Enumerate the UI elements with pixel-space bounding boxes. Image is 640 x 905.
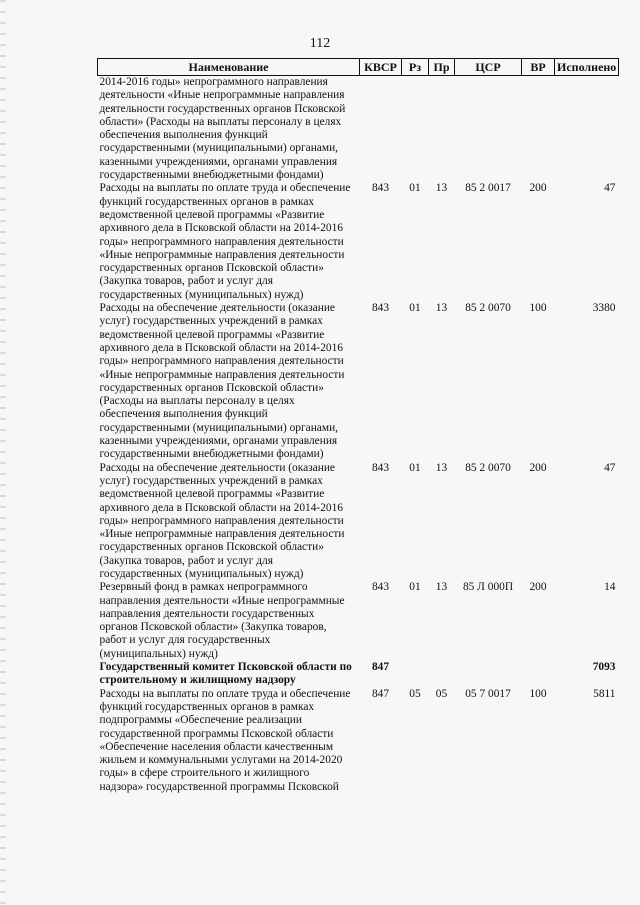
budget-table — [97, 58, 619, 794]
row-csr: 85 2 0070 — [465, 302, 511, 315]
row-kvsr: 843 — [371, 581, 390, 594]
row-amount: 7093 — [592, 661, 616, 674]
header-kvsr: КВСР — [360, 59, 402, 76]
table-body — [98, 76, 619, 795]
row-rz: 01 — [409, 182, 421, 195]
row-name: Расходы на выплаты по оплате труда и обеспечение функций государственных органов в рамках ведомственной целевой программы «Развитие архивного дела в Псковской области на 2014-2016 годы» непрограммного направления деятельности «Иные непрограммные направления деятельности государственных органов Псковской области» (Закупка товаров, работ и услуг для государственных (муниципальных) нужд) — [99, 182, 351, 301]
row-kvsr: 843 — [371, 461, 390, 474]
header-vr: ВР — [522, 59, 555, 76]
row-pr: 13 — [435, 461, 448, 474]
row-pr: 13 — [435, 302, 448, 315]
row-vr — [522, 76, 555, 183]
row-name: Государственный комитет Псковской области по строительному и жилищному надзору — [99, 661, 352, 687]
header-done: Исполнено — [555, 59, 619, 76]
scan-edge-artifact — [0, 0, 6, 905]
row-amount: 47 — [604, 182, 616, 195]
row-csr: 85 2 0017 — [465, 182, 511, 195]
row-csr: 05 7 0017 — [465, 687, 511, 700]
row-pr: 13 — [435, 182, 448, 195]
row-kvsr: 847 — [371, 687, 390, 700]
row-vr: 200 — [529, 461, 547, 474]
header-row — [98, 59, 619, 76]
row-vr: 200 — [529, 581, 547, 594]
row-pr — [429, 76, 455, 183]
row-amount: 3380 — [592, 302, 616, 315]
row-pr: 13 — [435, 581, 448, 594]
row-rz — [402, 76, 429, 183]
row-amount — [555, 76, 619, 183]
row-rz: 01 — [409, 581, 421, 594]
header-rz: Рз — [402, 59, 429, 76]
row-name: 2014-2016 годы» непрограммного направления деятельности «Иные непрограммные направления деятельности государственных органов Псковской области» (Расходы на выплаты персоналу в целях обеспечения выполнения функций государственными (муниципальными) органами, казенными учреждениями, органами управления государственными внебюджетными фондами) — [99, 76, 346, 182]
row-vr: 200 — [529, 182, 547, 195]
table-row — [98, 182, 619, 302]
page-number: 112 — [309, 36, 331, 51]
header-csr: ЦСР — [455, 59, 522, 76]
table-row — [98, 462, 619, 582]
row-name: Расходы на обеспечение деятельности (оказание услуг) государственных учреждений в рамках ведомственной целевой программы «Развитие архивного дела в Псковской области на 2014-2016 годы» непрограммного направления деятельности «Иные непрограммные направления деятельности государственных органов Псковской области» (Расходы на выплаты персоналу в целях обеспечения выполнения функций государственными (муниципальными) органами, казенными учреждениями, органами управления государственными внебюджетными фондами) — [99, 302, 345, 461]
row-name: Резервный фонд в рамках непрограммного направления деятельности «Иные непрограммные направления деятельности государственных органов Псковской области» (Закупка товаров, работ и услуг для государственных (муниципальных) нужд) — [99, 581, 345, 660]
row-amount: 5811 — [593, 687, 616, 700]
row-csr: 85 2 0070 — [465, 461, 511, 474]
row-kvsr: 843 — [371, 302, 390, 315]
header-name: Наименование — [98, 59, 360, 76]
row-rz: 01 — [409, 302, 421, 315]
row-kvsr: 843 — [371, 182, 390, 195]
row-pr — [429, 661, 455, 688]
table-row — [98, 581, 619, 661]
table-row — [98, 688, 619, 794]
table-row — [98, 661, 619, 688]
row-name: Расходы на обеспечение деятельности (оказание услуг) государственных учреждений в рамках ведомственной целевой программы «Развитие архивного дела в Псковской области на 2014-2016 годы» непрограммного направления деятельности «Иные непрограммные направления деятельности государственных органов Псковской области» (Закупка товаров, работ и услуг для государственных (муниципальных) нужд) — [99, 461, 345, 580]
row-csr — [455, 661, 522, 688]
row-rz — [402, 661, 429, 688]
row-kvsr — [360, 76, 402, 183]
header-pr: Пр — [429, 59, 455, 76]
row-rz: 05 — [409, 687, 421, 700]
row-vr: 100 — [529, 687, 547, 700]
row-vr — [522, 661, 555, 688]
row-amount: 14 — [604, 581, 616, 594]
row-csr: 85 Л 000П — [462, 581, 514, 594]
table-row — [98, 302, 619, 462]
row-vr: 100 — [529, 302, 547, 315]
row-kvsr: 847 — [371, 661, 390, 674]
row-amount: 47 — [604, 461, 616, 474]
row-rz: 01 — [409, 461, 421, 474]
row-csr — [455, 76, 522, 183]
row-name: Расходы на выплаты по оплате труда и обеспечение функций государственных органов в рамках подпрограммы «Обеспечение реализации государственной программы Псковской области «Обеспечение населения области качественным жильем и коммунальными услугами на 2014-2020 годы» в сфере строительного и жилищного надзора» государственной программы Псковской — [99, 687, 351, 793]
table-row — [98, 76, 619, 183]
row-pr: 05 — [435, 687, 448, 700]
